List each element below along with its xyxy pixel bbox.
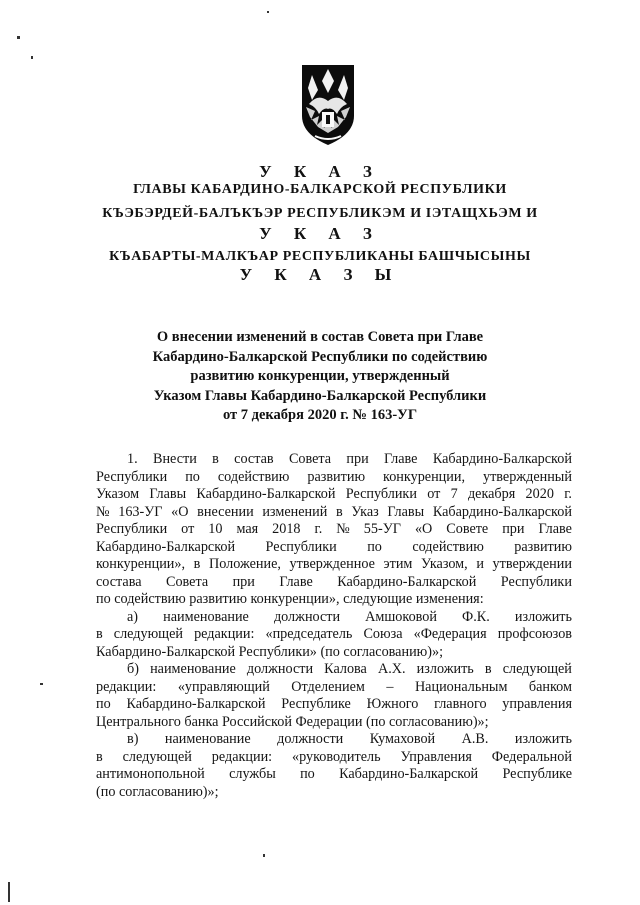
word: в (212, 451, 219, 467)
word: Главы (149, 486, 187, 502)
body-line: по содействию развитию конкуренции», следующие изменения: (96, 591, 484, 607)
word: Совета (288, 451, 332, 467)
word: Управления (400, 748, 472, 765)
word: Республике (281, 696, 351, 712)
word: изложить (416, 661, 474, 677)
word: должности (273, 608, 341, 625)
word: службы (229, 766, 276, 782)
body-line: (по согласованию)»; (96, 783, 219, 800)
word: состав (234, 451, 274, 467)
word: Указ (351, 503, 379, 520)
body-line (96, 679, 572, 697)
word: от (181, 521, 195, 537)
word: в (193, 556, 201, 572)
word: редакции: (96, 678, 157, 695)
issuer-line-krc: КЪАБАРТЫ-МАЛКЪАР РЕСПУБЛИКАНЫ БАШЧЫСЫНЫ (109, 249, 531, 264)
word: Кабардино-Балкарской (337, 573, 477, 590)
title-line: от 7 декабря 2020 г. № 163-УГ (222, 407, 418, 423)
word: «О (414, 521, 433, 537)
word: Отделением (291, 678, 365, 695)
body-line (96, 731, 572, 749)
word: 163-УГ (118, 503, 163, 520)
word: содействию (412, 538, 484, 555)
word: наименование (163, 608, 249, 625)
scan-mark (17, 36, 20, 39)
word: Ф.К. (462, 608, 490, 625)
word: Кабардино-Балкарской (196, 486, 336, 502)
word: Главы (387, 503, 425, 520)
word: Амшоковой (365, 608, 437, 625)
word: Указом, (421, 556, 468, 572)
word: Главе (279, 573, 313, 590)
word: Республики (500, 573, 572, 590)
document-body (96, 451, 572, 801)
word: № (96, 503, 110, 520)
word: следующей (122, 748, 192, 765)
word: конкуренции, (383, 468, 465, 485)
word: Внести (152, 451, 197, 467)
word: А.В. (461, 731, 489, 747)
word: изложить (514, 608, 572, 625)
word: по (367, 538, 382, 555)
word: содействию (217, 468, 290, 485)
decree-heading-krc: У К А З Ы (239, 265, 401, 284)
word: Кабардино-Балкарской (96, 538, 236, 555)
word: Федеральной (491, 748, 572, 765)
word: должности (277, 731, 344, 747)
word: декабря (467, 486, 516, 502)
body-line (96, 504, 572, 522)
word: развитию (514, 538, 572, 555)
word: по (185, 468, 200, 485)
body-line (96, 539, 572, 557)
word: 55-УГ (363, 521, 401, 537)
word: в) (127, 731, 139, 747)
word: редакции: (194, 626, 255, 642)
word: 2020 (525, 486, 554, 502)
word: Национальным (414, 678, 508, 695)
scan-mark (40, 683, 43, 685)
word: профсоюзов (497, 626, 572, 642)
body-line (96, 749, 572, 767)
word: управления (502, 696, 572, 712)
word: должности (246, 661, 314, 677)
word: А.Х. (377, 661, 406, 677)
word: по (96, 696, 111, 712)
coat-of-arms-emblem (301, 64, 355, 146)
word: в (96, 626, 103, 642)
word: главного (434, 696, 487, 712)
word: Кабардино-Балкарской (432, 451, 572, 467)
word: Кабардино-Балкарской (126, 696, 266, 712)
body-line (96, 661, 572, 679)
word: г. (314, 521, 323, 537)
issuer-line-kbd: КЪЭБЭРДЕЙ-БАЛЪКЪЭР РЕСПУБЛИКЭМ И IЭТАЩХЬЭМ И (102, 206, 538, 221)
word: 2018 (272, 521, 301, 537)
word: следующей (113, 626, 183, 642)
word: а) (127, 608, 139, 625)
word: Союза (363, 626, 403, 642)
word: «управляющий (177, 678, 270, 695)
document-title (100, 328, 540, 426)
word: Кумаховой (369, 731, 436, 747)
body-line (96, 451, 572, 469)
word: Совета (165, 573, 209, 590)
scan-mark (267, 11, 269, 13)
body-line (96, 696, 572, 714)
word: Кабардино-Балкарской (339, 766, 479, 782)
word: конкуренции», (96, 556, 186, 572)
word: этим (383, 556, 413, 572)
word: при (346, 451, 369, 467)
word: б) (127, 661, 139, 677)
word: Республики (96, 521, 168, 537)
word: развитию (307, 468, 366, 485)
word: наименование (164, 731, 251, 747)
title-line: развитию конкуренции, утвержденный (190, 368, 450, 384)
word: Республики (345, 486, 417, 502)
word: утверждении (492, 556, 572, 572)
word: и (476, 556, 484, 572)
word: следующей (502, 661, 572, 677)
body-line: Кабардино-Балкарской Республики» (по согласованию)»; (96, 643, 444, 660)
decree-heading-ru: У К А З (259, 162, 381, 181)
word: Положение, (209, 556, 281, 572)
word: «руководитель (292, 748, 381, 765)
word: в (335, 503, 343, 520)
decree-heading-kbd: У К А З (259, 224, 381, 243)
word: от (427, 486, 441, 502)
word: 7 (450, 486, 458, 502)
body-line (96, 766, 572, 784)
word: Калова (324, 661, 367, 677)
scan-mark (31, 56, 33, 59)
word: Республики (96, 468, 168, 485)
word: утвержденное (289, 556, 375, 572)
body-line (96, 556, 572, 574)
word: Южного (366, 696, 419, 712)
word: банком (528, 678, 572, 695)
word: в (96, 748, 103, 765)
word: Республики (265, 538, 337, 555)
body-line (96, 486, 572, 504)
word: 10 (208, 521, 223, 537)
body-line (96, 626, 572, 644)
word: «председатель (265, 626, 353, 642)
body-line (96, 609, 572, 627)
issuer-line-ru: ГЛАВЫ КАБАРДИНО-БАЛКАРСКОЙ РЕСПУБЛИКИ (133, 182, 507, 197)
word: в (484, 661, 492, 677)
word: Совете (446, 521, 489, 537)
word: наименование (150, 661, 236, 677)
word: антимонопольной (96, 766, 205, 782)
word: утвержденный (483, 468, 572, 485)
word: – (386, 678, 394, 695)
word: редакции: (211, 748, 273, 765)
word: изменений (262, 503, 328, 520)
body-line (96, 574, 572, 592)
title-line: О внесении изменений в состав Совета при Главе (156, 329, 484, 345)
title-line: Указом Главы Кабардино-Балкарской Республики (153, 387, 487, 404)
word: Республике (502, 766, 572, 782)
word: «О (171, 503, 189, 520)
scan-mark (8, 882, 10, 902)
word: мая (236, 521, 259, 537)
word: состава (96, 573, 142, 590)
word: «Федерация (413, 626, 487, 642)
word: внесении (197, 503, 254, 520)
word: при (232, 573, 255, 590)
body-line (96, 469, 572, 487)
scan-mark (263, 854, 265, 857)
word: № (336, 521, 350, 537)
word: Указом (96, 486, 140, 502)
word: при (502, 521, 525, 537)
word: 1. (127, 451, 138, 467)
body-line: Центрального банка Российской Федерации (по согласованию)»; (96, 713, 489, 730)
word: изложить (514, 731, 572, 747)
word: Главе (538, 521, 572, 537)
body-line (96, 521, 572, 539)
word: по (300, 766, 315, 782)
word: Главе (384, 451, 418, 467)
word: Кабардино-Балкарской (432, 503, 572, 520)
word: г. (564, 486, 572, 502)
title-line: Кабардино-Балкарской Республики по содействию (152, 348, 488, 365)
